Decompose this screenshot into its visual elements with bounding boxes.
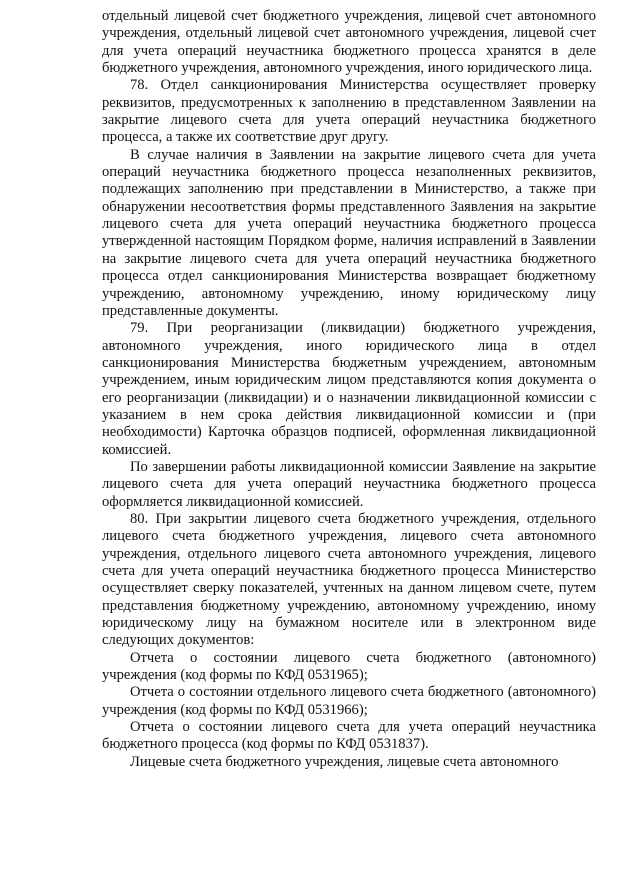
paragraph-report-0531965: Отчета о состоянии лицевого счета бюджетного (автономного) учреждения (код формы по КФД 0531965); [102,649,596,684]
paragraph-79-liquidation-commission: По завершении работы ликвидационной комиссии Заявление на закрытие лицевого счета для учета операций неучастника бюджетного процесса оформляется ликвидационной комиссией. [102,458,596,510]
paragraph-78-return-conditions: В случае наличия в Заявлении на закрытие лицевого счета для учета операций неучастника бюджетного процесса незаполненных реквизитов, подлежащих заполнению при представлении в Министерство, а также при обнаружении несоответствия формы представленного Заявления на закрытие лицевого счета для учета операций неучастника бюджетного процесса утвержденной настоящим Порядком форме, наличия исправлений в Заявлении на закрытие лицевого счета для учета операций неучастника бюджетного процесса отдел санкционирования Министерства возвращает бюджетному учреждению, автономному учреждению, иному юридическому лицу представленные документы. [102,146,596,319]
document-page [102,8,596,771]
paragraph-item-78: 78. Отдел санкционирования Министерства осуществляет проверку реквизитов, предусмотренных к заполнению в представленном Заявлении на закрытие лицевого счета для учета операций неучастника бюджетного процесса, а также их соответствие друг другу. [102,77,596,146]
paragraph-accounts-continued: Лицевые счета бюджетного учреждения, лицевые счета автономного [130,753,559,770]
paragraph-report-0531837: Отчета о состоянии лицевого счета для учета операций неучастника бюджетного процесса (код формы по КФД 0531837). [102,719,596,753]
paragraph-item-79: 79. При реорганизации (ликвидации) бюджетного учреждения, автономного учреждения, иного юридического лица в отдел санкционирования Министерства бюджетным учреждением, автономным учреждением, иным юридическим лицом представляются копия документа о его реорганизации (ликвидации) и о назначении ликвидационной комиссии с указанием в нем срока действия ликвидационной комиссии и (при необходимости) Карточка образцов подписей, оформленная ликвидационной комиссией. [102,320,596,458]
paragraph-item-80: 80. При закрытии лицевого счета бюджетного учреждения, отдельного лицевого счета бюджетного учреждения, лицевого счета автономного учреждения, отдельного лицевого счета автономного учреждения, лицевого счета для учета операций неучастника бюджетного процесса Министерство осуществляет сверку показателей, учтенных на данном лицевом счете, путем представления бюджетному учреждению, автономному учреждению, иному юридическому лицу на бумажном носителе или в электронном виде следующих документов: [102,510,596,649]
paragraph-continuation: отдельный лицевой счет бюджетного учреждения, лицевой счет автономного учреждения, отдельный лицевой счет автономного учреждения, лицевой счет для учета операций неучастника бюджетного процесса хранятся в деле бюджетного учреждения, автономного учреждения, иного юридического лица. [102,8,596,77]
paragraph-report-0531966: Отчета о состоянии отдельного лицевого счета бюджетного (автономного) учреждения (код формы по КФД 0531966); [102,684,596,718]
